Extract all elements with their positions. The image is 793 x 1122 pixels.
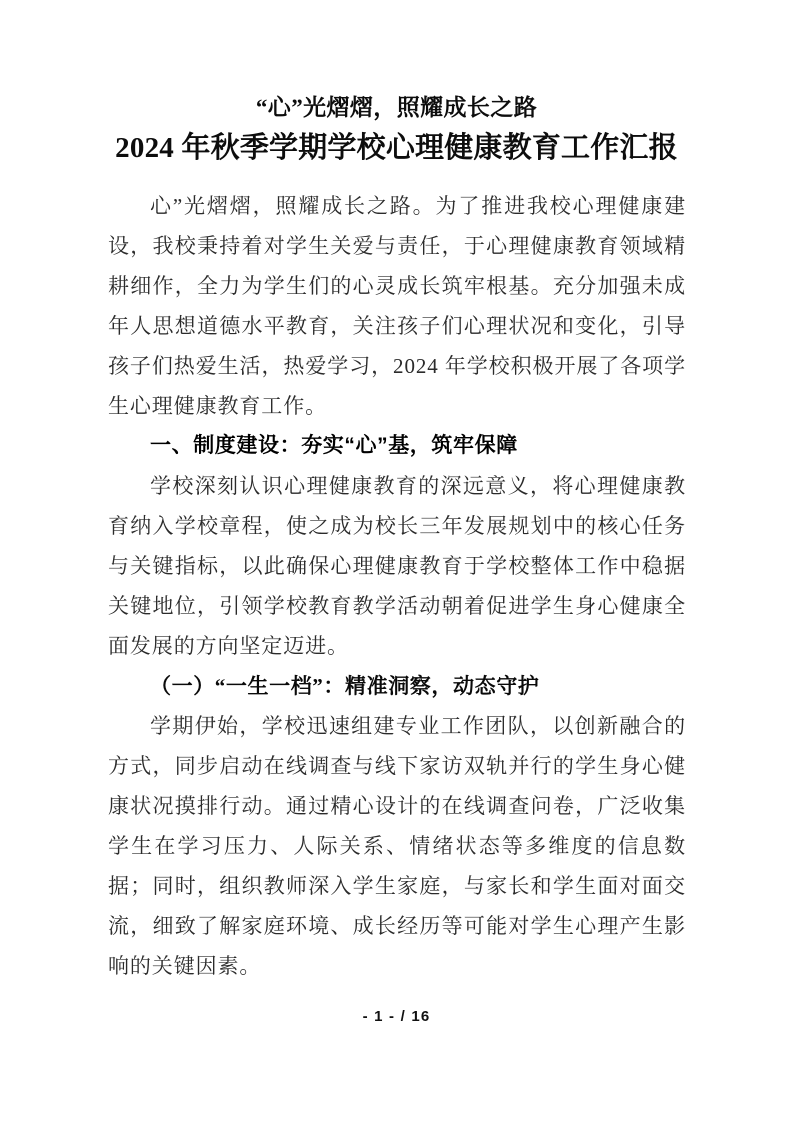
page-title: 2024 年秋季学期学校心理健康教育工作汇报: [115, 132, 678, 164]
document-body: [108, 186, 686, 986]
page-footer: [0, 1008, 793, 1026]
document-title-block: [0, 92, 793, 169]
section-heading-1: 一、制度建设：夯实“心”基，筑牢保障: [150, 434, 518, 457]
page-number: - 1 - / 16: [362, 1008, 431, 1025]
document-subtitle: “心”光熠熠，照耀成长之路: [255, 95, 538, 120]
subsection-heading-1: （一）“一生一档”：精准洞察，动态守护: [150, 674, 540, 698]
body-paragraph: 心”光熠熠，照耀成长之路。为了推进我校心理健康建设，我校秉持着对学生关爱与责任，于心理健康教育领域精耕细作，全力为学生们的心灵成长筑牢根基。充分加强未成年人思想道德水平教育，关注孩子们心理状况和变化，引导孩子们热爱生活，热爱学习，2024 年学校积极开展了各项学生心理健康教育工作。: [108, 194, 686, 418]
body-paragraph: 学校深刻认识心理健康教育的深远意义，将心理健康教育纳入学校章程，使之成为校长三年发展规划中的核心任务与关键指标，以此确保心理健康教育于学校整体工作中稳据关键地位，引领学校教育教学活动朝着促进学生身心健康全面发展的方向坚定迈进。: [108, 474, 686, 658]
body-paragraph: 学期伊始，学校迅速组建专业工作团队，以创新融合的方式，同步启动在线调查与线下家访双轨并行的学生身心健康状况摸排行动。通过精心设计的在线调查问卷，广泛收集学生在学习压力、人际关系、情绪状态等多维度的信息数据；同时，组织教师深入学生家庭，与家长和学生面对面交流，细致了解家庭环境、成长经历等可能对学生心理产生影响的关键因素。: [108, 714, 686, 978]
